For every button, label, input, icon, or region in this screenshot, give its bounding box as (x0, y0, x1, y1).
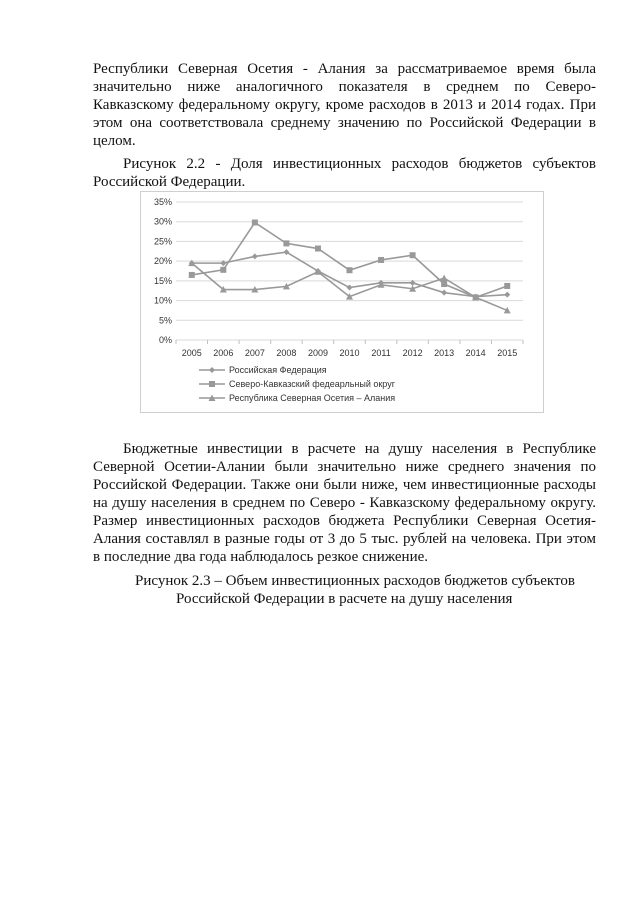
y-tick-label: 30% (153, 216, 172, 227)
data-point (252, 220, 258, 226)
caption-line: Российской Федерации в расчете на душу населения (176, 591, 513, 607)
x-tick-label: 2013 (434, 348, 455, 358)
data-point (504, 292, 510, 298)
x-tick-label: 2012 (402, 348, 423, 358)
investment-share-chart (140, 191, 544, 413)
paragraph-2-line: Алания составлял в разные годы от 3 до 5 тыс. рублей на человека. При этом (93, 531, 596, 547)
x-tick-label: 2011 (371, 348, 391, 358)
caption-line: Российской Федерации. (93, 174, 246, 190)
x-tick-label: 2010 (339, 348, 360, 358)
paragraph-2-line: на душу населения в среднем по Северо - Кавказскому федеральному округу. (93, 495, 596, 511)
paragraph-1 (93, 60, 596, 150)
data-point (504, 283, 510, 289)
caption-line: Рисунок 2.3 – Объем инвестиционных расходов бюджетов субъектов (135, 573, 575, 589)
data-point (410, 252, 416, 258)
y-tick-label: 5% (158, 315, 172, 326)
y-tick-label: 0% (158, 335, 172, 345)
data-point (347, 285, 353, 291)
data-point (189, 272, 195, 278)
paragraph-2-line: Бюджетные инвестиции в расчете на душу населения в Республике (123, 441, 596, 457)
x-tick-label: 2015 (497, 348, 518, 358)
data-point (283, 240, 289, 246)
data-point (220, 267, 226, 273)
figure-2-3-caption (135, 572, 575, 608)
caption-line: Рисунок 2.2 - Доля инвестиционных расходов бюджетов субъектов (123, 156, 596, 172)
legend-label: Российская Федерация (229, 365, 327, 375)
legend-marker (209, 381, 215, 387)
x-tick-label: 2009 (307, 348, 328, 358)
paragraph-2-line: в последние два года наблюдалось резкое снижение. (93, 549, 429, 565)
paragraph-1-line: значительно ниже аналогичного показателя в среднем по Северо- (93, 79, 596, 95)
data-point (347, 267, 353, 273)
paragraph-1-line: этом она соответствовала среднему значению по Российской Федерации в (93, 115, 596, 131)
y-tick-label: 10% (153, 295, 172, 306)
x-tick-label: 2005 (181, 348, 202, 358)
legend-label: Республика Северная Осетия – Алания (229, 393, 396, 403)
y-tick-label: 20% (153, 256, 172, 267)
y-tick-label: 25% (153, 236, 172, 247)
y-tick-label: 15% (153, 275, 172, 286)
data-point (441, 281, 447, 287)
x-tick-label: 2014 (465, 348, 486, 358)
paragraph-2-line: Северной Осетии-Алании были значительно ниже среднего значения по (93, 459, 596, 475)
paragraph-2-line: Размер инвестиционных расходов бюджета Республики Северная Осетия- (93, 513, 596, 529)
data-point (315, 246, 321, 252)
figure-2-2-caption (93, 155, 596, 191)
paragraph-2-line: Российской Федерации. Также они были ниже, чем инвестиционные расходы (93, 477, 596, 493)
data-point (252, 253, 258, 259)
data-point (441, 290, 447, 296)
paragraph-1-line: Республики Северная Осетия - Алания за рассматриваемое время была (93, 61, 596, 77)
data-point (378, 257, 384, 263)
data-point (441, 275, 448, 282)
chart-svg (141, 192, 543, 412)
paragraph-1-line: целом. (93, 133, 136, 149)
paragraph-2 (93, 440, 596, 566)
paragraph-1-line: Кавказскому федеральному округу, кроме расходов в 2013 и 2014 годах. При (93, 97, 596, 113)
legend-label: Северо-Кавказский федеарльный округ (229, 379, 395, 389)
y-tick-label: 35% (153, 197, 172, 207)
x-tick-label: 2007 (244, 348, 265, 358)
x-tick-label: 2006 (213, 348, 234, 358)
legend-marker (209, 367, 215, 373)
x-tick-label: 2008 (276, 348, 297, 358)
